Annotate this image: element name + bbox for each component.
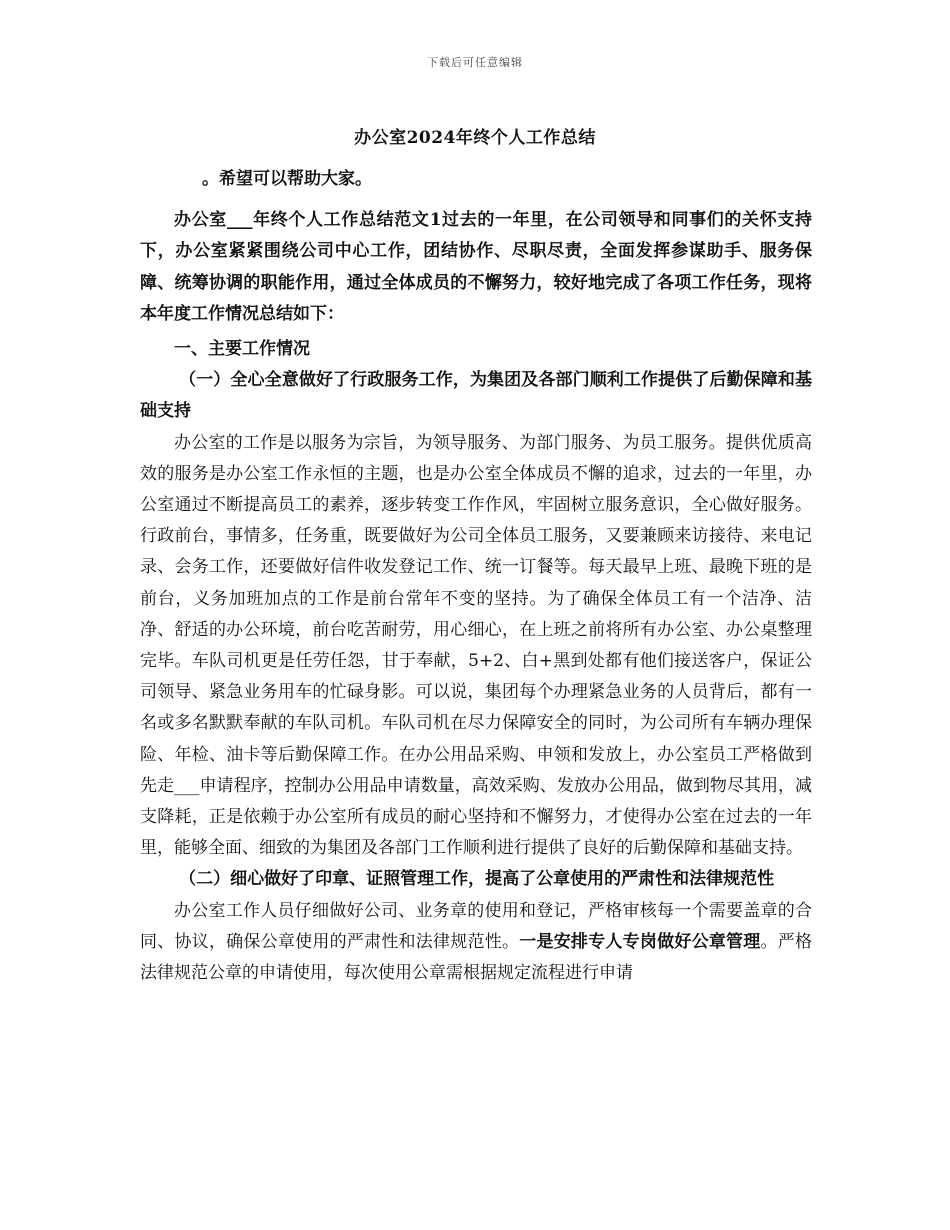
header-note: 下载后可任意编辑 <box>427 56 523 69</box>
subsection-body-seal-management <box>140 896 812 990</box>
subsection-heading-admin-service: （一）全心全意做好了行政服务工作，为集团及各部门顺利工作提供了后勤保障和基础支持 <box>140 370 812 422</box>
seal-body-bold-phrase: 一是安排专人专岗做好公章管理 <box>519 931 761 952</box>
subsection-heading-seal-management: （二）细心做好了印章、证照管理工作，提高了公章使用的严肃性和法律规范性 <box>179 869 775 890</box>
document-body <box>140 164 812 989</box>
lead-paragraph: 办公室___年终个人工作总结范文1过去的一年里，在公司领导和同事们的关怀支持下，办公室紧紧围绕公司中心工作，团结协作、尽职尽责，全面发挥参谋助手、服务保障、统筹协调的职能作用，通过全体成员的不懈努力，较好地完成了各项工作任务，现将本年度工作情况总结如下： <box>140 210 812 324</box>
document-title: 办公室2024年终个人工作总结 <box>354 128 596 148</box>
section-heading-main-work: 一、主要工作情况 <box>174 339 310 360</box>
seal-body-end: 。严格法律规范公章的申请使用，每次使用公章需根据规定流程进行申请 <box>140 931 813 984</box>
intro-line: 。希望可以帮助大家。 <box>202 169 372 189</box>
subsection-body-admin-service: 办公室的工作是以服务为宗旨，为领导服务、为部门服务、为员工服务。提供优质高效的服务是办公室工作永恒的主题，也是办公室全体成员不懈的追求，过去的一年里，办公室通过不断提高员工的素养，逐步转变工作作风，牢固树立服务意识，全心做好服务。行政前台，事情多，任务重，既要做好为公司全体员工服务，又要兼顾来访接待、来电记录、会务工作，还要做好信件收发登记工作、统一订餐等。每天最早上班、最晚下班的是前台，义务加班加点的工作是前台常年不变的坚持。为了确保全体员工有一个洁净、洁净、舒适的办公环境，前台吃苦耐劳，用心细心，在上班之前将所有办公室、办公桌整理完毕。车队司机更是任劳任怨，甘于奉献，5+2、白+黑到处都有他们接送客户，保证公司领导、紧急业务用车的忙碌身影。可以说，集团每个办理紧急业务的人员背后，都有一名或多名默默奉献的车队司机。车队司机在尽力保障安全的同时，为公司所有车辆办理保险、年检、油卡等后勤保障工作。在办公用品采购、申领和发放上，办公室员工严格做到先走___申请程序，控制办公用品申请数量，高效采购、发放办公用品，做到物尽其用，减支降耗，正是依赖于办公室所有成员的耐心坚持和不懈努力，才使得办公室在过去的一年里，能够全面、细致的为集团及各部门工作顺利进行提供了良好的后勤保障和基础支持。 <box>140 432 812 859</box>
seal-body-start: 办公室工作人员仔细做好公司、业务章的使用和登记，严格审核每一个需要盖章的合同、协议，确保公章使用的严肃性和法律规范性。 <box>140 900 812 952</box>
